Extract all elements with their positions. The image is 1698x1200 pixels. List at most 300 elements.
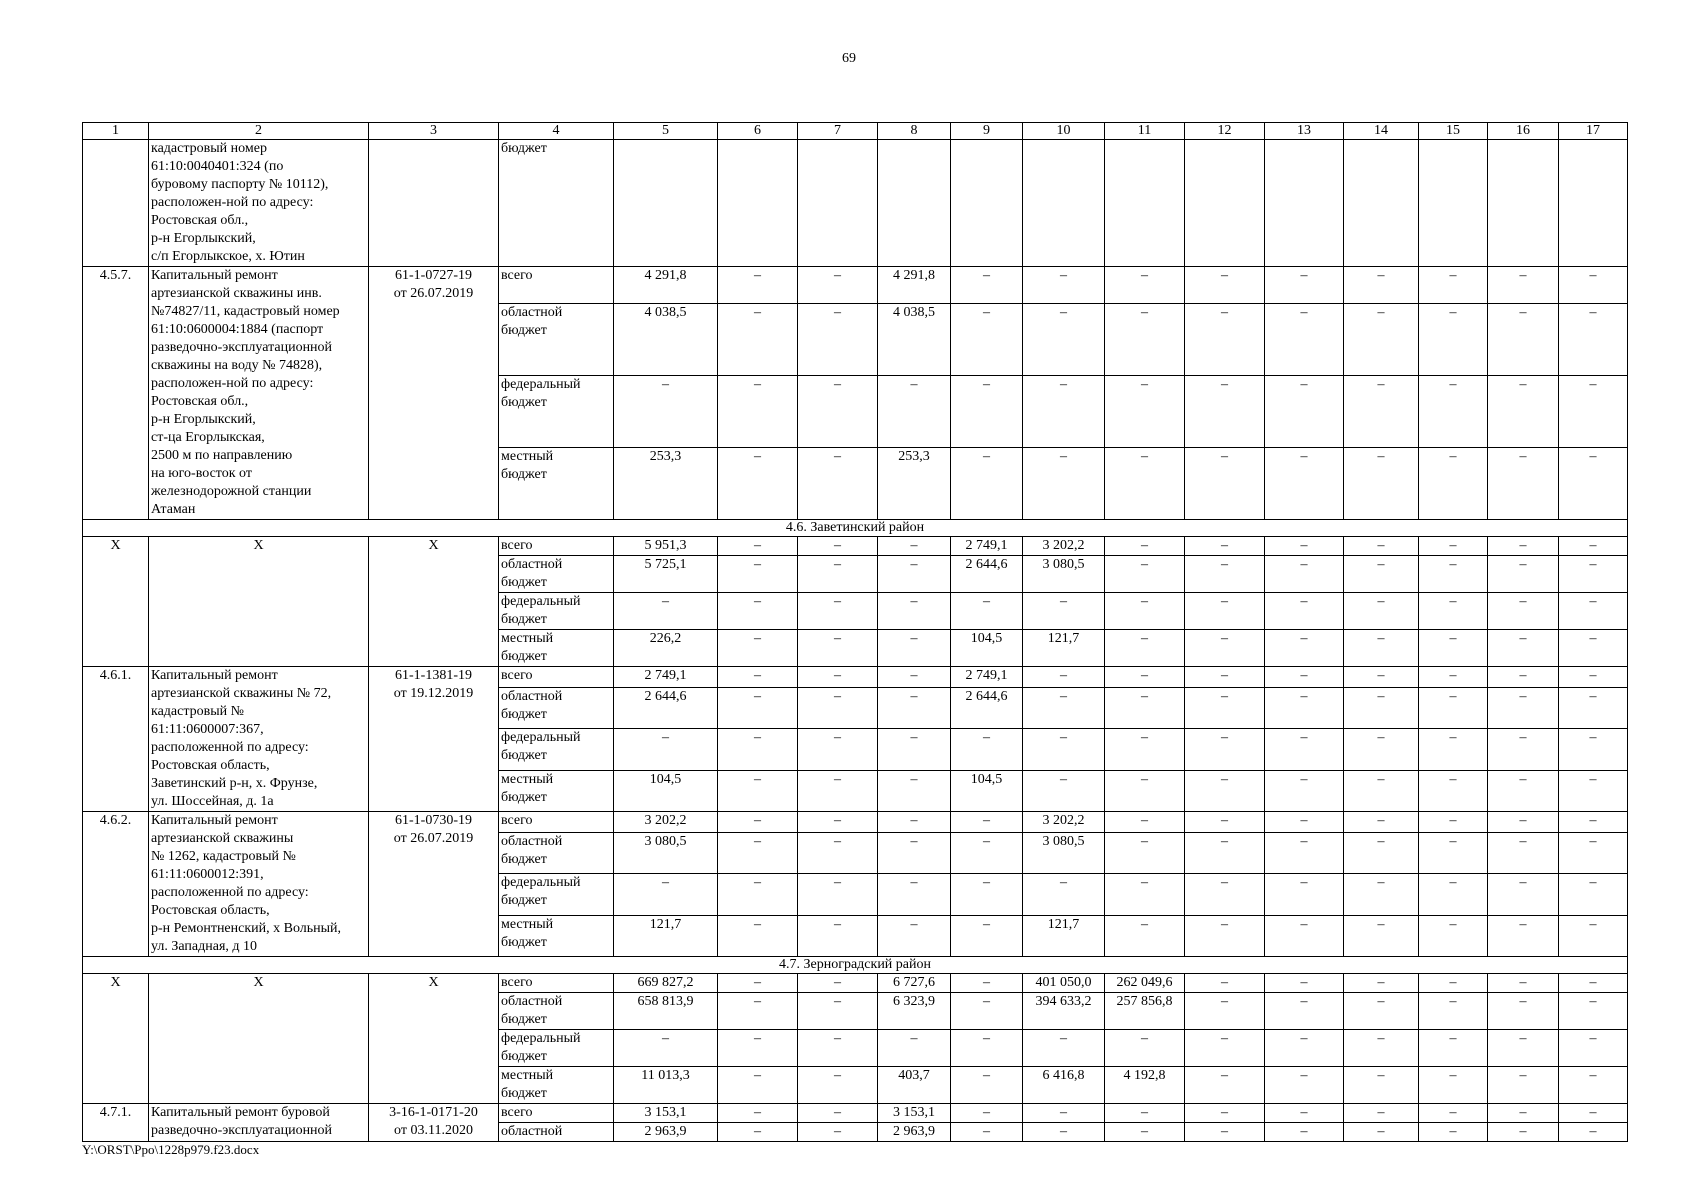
column-number-header: 10 [1023, 123, 1105, 140]
value-cell: – [951, 267, 1023, 304]
value-cell: – [1419, 812, 1488, 833]
value-cell: – [1419, 915, 1488, 956]
value-cell: – [1023, 593, 1105, 630]
table-row [83, 140, 1628, 267]
value-cell: – [1105, 770, 1185, 811]
value-cell: – [951, 447, 1023, 519]
value-cell: – [1419, 833, 1488, 874]
value-cell: – [951, 1104, 1023, 1123]
funding-source-cell: местный бюджет [499, 770, 614, 811]
value-cell: – [1559, 1104, 1628, 1123]
value-cell: – [1265, 667, 1344, 688]
value-cell: – [1344, 688, 1419, 729]
item-number-cell: 4.7.1. [83, 1104, 149, 1142]
value-cell: – [1419, 1123, 1488, 1142]
funding-source-cell: всего [499, 667, 614, 688]
value-cell: – [1265, 874, 1344, 915]
value-cell: – [1185, 667, 1265, 688]
value-cell: – [718, 1030, 798, 1067]
table-row [83, 537, 1628, 556]
value-cell: 4 192,8 [1105, 1067, 1185, 1104]
funding-source-cell: всего [499, 537, 614, 556]
value-cell: – [798, 556, 878, 593]
value-cell: 2 644,6 [614, 688, 718, 729]
value-cell: – [1344, 303, 1419, 375]
section-title: 4.7. Зерноградский район [83, 957, 1628, 974]
value-cell: – [951, 812, 1023, 833]
value-cell: – [1105, 267, 1185, 304]
value-cell: – [1023, 1030, 1105, 1067]
value-cell: – [1265, 688, 1344, 729]
value-cell: – [798, 729, 878, 770]
table-row [83, 812, 1628, 833]
value-cell: – [798, 974, 878, 993]
value-cell: – [1185, 303, 1265, 375]
value-cell: 121,7 [614, 915, 718, 956]
value-cell: 121,7 [1023, 630, 1105, 667]
value-cell: – [1559, 1067, 1628, 1104]
value-cell: 2 963,9 [878, 1123, 951, 1142]
value-cell [798, 140, 878, 267]
value-cell: – [718, 812, 798, 833]
table-row [83, 974, 1628, 993]
value-cell: 2 644,6 [951, 556, 1023, 593]
value-cell: 394 633,2 [1023, 993, 1105, 1030]
value-cell: – [1185, 812, 1265, 833]
value-cell: – [1185, 630, 1265, 667]
value-cell [1344, 140, 1419, 267]
funding-source-cell: всего [499, 267, 614, 304]
value-cell: – [798, 667, 878, 688]
value-cell: – [1344, 447, 1419, 519]
value-cell: – [951, 874, 1023, 915]
value-cell: 104,5 [951, 630, 1023, 667]
document-cell: X [369, 537, 499, 667]
item-number-cell: X [83, 974, 149, 1104]
value-cell: – [1488, 915, 1559, 956]
value-cell: – [1344, 1104, 1419, 1123]
value-cell: – [1488, 667, 1559, 688]
value-cell: – [1559, 729, 1628, 770]
value-cell: – [1265, 630, 1344, 667]
table-row [83, 267, 1628, 304]
value-cell: 3 202,2 [1023, 812, 1105, 833]
document-cell [369, 140, 499, 267]
value-cell: – [878, 770, 951, 811]
value-cell: 121,7 [1023, 915, 1105, 956]
value-cell: – [798, 688, 878, 729]
object-description-cell: Капитальный ремонт артезианской скважины № 72, кадастровый № 61:11:0600007:367, расположенной по адресу: Ростовская область, Заветинский р-н, х. Фрунзе, ул. Шоссейная, д. 1а [149, 667, 369, 812]
value-cell: 5 725,1 [614, 556, 718, 593]
value-cell: – [1559, 770, 1628, 811]
funding-source-cell: федеральный бюджет [499, 1030, 614, 1067]
value-cell: – [1265, 1123, 1344, 1142]
value-cell: – [878, 667, 951, 688]
value-cell: 3 153,1 [614, 1104, 718, 1123]
column-number-header: 17 [1559, 123, 1628, 140]
value-cell: – [1185, 974, 1265, 993]
value-cell: – [798, 375, 878, 447]
value-cell: – [1023, 874, 1105, 915]
value-cell: – [1023, 1104, 1105, 1123]
value-cell: – [1105, 375, 1185, 447]
value-cell: – [1185, 1030, 1265, 1067]
value-cell: – [1559, 915, 1628, 956]
value-cell: – [718, 447, 798, 519]
column-number-header: 3 [369, 123, 499, 140]
value-cell: 11 013,3 [614, 1067, 718, 1104]
value-cell: 104,5 [614, 770, 718, 811]
value-cell: 658 813,9 [614, 993, 718, 1030]
value-cell: – [1265, 1030, 1344, 1067]
value-cell: – [1488, 729, 1559, 770]
column-number-header: 15 [1419, 123, 1488, 140]
value-cell: – [718, 375, 798, 447]
value-cell: – [1344, 874, 1419, 915]
value-cell: – [1265, 537, 1344, 556]
value-cell: – [1265, 267, 1344, 304]
value-cell: – [718, 1123, 798, 1142]
budget-table [82, 122, 1628, 1142]
value-cell: – [1419, 303, 1488, 375]
column-number-header: 5 [614, 123, 718, 140]
value-cell: – [718, 729, 798, 770]
value-cell: 401 050,0 [1023, 974, 1105, 993]
object-description-cell: кадастровый номер 61:10:0040401:324 (по буровому паспорту № 10112), расположен-ной по адресу: Ростовская обл., р-н Егорлыкский, с/п Егорлыкское, х. Ютин [149, 140, 369, 267]
value-cell: – [951, 1123, 1023, 1142]
value-cell: – [878, 688, 951, 729]
value-cell: – [878, 729, 951, 770]
value-cell: 6 727,6 [878, 974, 951, 993]
value-cell: – [878, 915, 951, 956]
document-cell: 3-16-1-0171-20 от 03.11.2020 [369, 1104, 499, 1142]
value-cell: – [798, 267, 878, 304]
funding-source-cell: всего [499, 1104, 614, 1123]
value-cell: – [951, 303, 1023, 375]
value-cell: 253,3 [614, 447, 718, 519]
value-cell: – [718, 537, 798, 556]
value-cell: – [1105, 1104, 1185, 1123]
footer-file-path: Y:\ORST\Ppo\1228p979.f23.docx [82, 1142, 260, 1157]
value-cell: – [1559, 1123, 1628, 1142]
value-cell: – [1559, 267, 1628, 304]
value-cell: – [878, 874, 951, 915]
value-cell: – [1105, 537, 1185, 556]
value-cell: 257 856,8 [1105, 993, 1185, 1030]
value-cell: – [614, 375, 718, 447]
funding-source-cell: федеральный бюджет [499, 729, 614, 770]
value-cell: – [718, 688, 798, 729]
value-cell: – [951, 915, 1023, 956]
value-cell: – [1023, 1123, 1105, 1142]
column-number-header: 11 [1105, 123, 1185, 140]
item-number-cell [83, 140, 149, 267]
value-cell: – [718, 833, 798, 874]
item-number-cell: 4.6.2. [83, 812, 149, 957]
value-cell [718, 140, 798, 267]
value-cell: – [1344, 729, 1419, 770]
value-cell: – [1265, 375, 1344, 447]
value-cell: – [1559, 556, 1628, 593]
value-cell: – [798, 593, 878, 630]
value-cell: – [878, 537, 951, 556]
value-cell: – [1265, 770, 1344, 811]
value-cell: – [1344, 1123, 1419, 1142]
value-cell: – [1419, 974, 1488, 993]
value-cell: – [798, 630, 878, 667]
value-cell: 4 291,8 [878, 267, 951, 304]
funding-source-cell: бюджет [499, 140, 614, 267]
value-cell: – [1023, 688, 1105, 729]
value-cell: – [951, 729, 1023, 770]
document-cell: X [369, 974, 499, 1104]
section-title: 4.6. Заветинский район [83, 520, 1628, 537]
value-cell: – [1419, 375, 1488, 447]
value-cell: – [1488, 447, 1559, 519]
object-description-cell: X [149, 974, 369, 1104]
value-cell: 262 049,6 [1105, 974, 1185, 993]
document-cell: 61-1-0730-19 от 26.07.2019 [369, 812, 499, 957]
value-cell: – [1559, 974, 1628, 993]
value-cell: – [1105, 556, 1185, 593]
value-cell: – [614, 874, 718, 915]
value-cell: – [1265, 812, 1344, 833]
value-cell: – [1265, 1104, 1344, 1123]
column-number-header: 13 [1265, 123, 1344, 140]
value-cell: – [1185, 1104, 1265, 1123]
page-number: 69 [842, 51, 856, 66]
value-cell: – [1344, 537, 1419, 556]
value-cell: – [718, 1104, 798, 1123]
funding-source-cell: областной [499, 1123, 614, 1142]
value-cell: – [614, 1030, 718, 1067]
value-cell: – [1559, 833, 1628, 874]
value-cell: – [1488, 630, 1559, 667]
value-cell: – [614, 593, 718, 630]
value-cell: – [1265, 915, 1344, 956]
funding-source-cell: областной бюджет [499, 993, 614, 1030]
value-cell: – [1559, 993, 1628, 1030]
value-cell: – [951, 593, 1023, 630]
value-cell: – [798, 1123, 878, 1142]
object-description-cell: Капитальный ремонт артезианской скважины № 1262, кадастровый № 61:11:0600012:391, расположенной по адресу: Ростовская область, р-н Ремонтненский, х Вольный, ул. Западная, д 10 [149, 812, 369, 957]
value-cell: – [951, 833, 1023, 874]
value-cell: – [1265, 993, 1344, 1030]
value-cell: – [1488, 688, 1559, 729]
value-cell: – [1559, 874, 1628, 915]
value-cell: – [1105, 833, 1185, 874]
value-cell: – [1185, 993, 1265, 1030]
column-number-header: 6 [718, 123, 798, 140]
funding-source-cell: областной бюджет [499, 556, 614, 593]
value-cell: – [1559, 630, 1628, 667]
value-cell: 6 323,9 [878, 993, 951, 1030]
value-cell: – [951, 1067, 1023, 1104]
value-cell: – [1185, 729, 1265, 770]
value-cell: – [1488, 303, 1559, 375]
value-cell: – [1185, 1123, 1265, 1142]
item-number-cell: 4.5.7. [83, 267, 149, 520]
value-cell: – [1344, 1030, 1419, 1067]
value-cell: – [1185, 1067, 1265, 1104]
funding-source-cell: областной бюджет [499, 688, 614, 729]
value-cell: – [1105, 812, 1185, 833]
value-cell: – [1185, 770, 1265, 811]
value-cell: – [1344, 833, 1419, 874]
value-cell: – [718, 974, 798, 993]
value-cell: – [1344, 667, 1419, 688]
value-cell: – [1023, 667, 1105, 688]
value-cell: – [1185, 874, 1265, 915]
value-cell: – [1559, 812, 1628, 833]
funding-source-cell: федеральный бюджет [499, 593, 614, 630]
value-cell: 403,7 [878, 1067, 951, 1104]
value-cell: – [1419, 667, 1488, 688]
value-cell: – [1488, 833, 1559, 874]
value-cell: 4 038,5 [878, 303, 951, 375]
value-cell: – [1488, 1067, 1559, 1104]
value-cell: – [878, 375, 951, 447]
value-cell: – [1344, 630, 1419, 667]
value-cell: – [1419, 447, 1488, 519]
value-cell: – [1488, 556, 1559, 593]
value-cell: – [1419, 1067, 1488, 1104]
value-cell: – [1023, 447, 1105, 519]
value-cell: – [1488, 874, 1559, 915]
value-cell: – [1559, 667, 1628, 688]
value-cell: – [1344, 375, 1419, 447]
value-cell [1559, 140, 1628, 267]
value-cell: – [1265, 974, 1344, 993]
value-cell: – [1344, 1067, 1419, 1104]
value-cell: – [718, 667, 798, 688]
value-cell: – [1105, 729, 1185, 770]
value-cell: – [1265, 729, 1344, 770]
value-cell: – [951, 993, 1023, 1030]
funding-source-cell: всего [499, 974, 614, 993]
funding-source-cell: местный бюджет [499, 630, 614, 667]
value-cell: – [1105, 874, 1185, 915]
value-cell: – [1419, 630, 1488, 667]
value-cell: – [798, 303, 878, 375]
value-cell: – [1105, 667, 1185, 688]
value-cell: – [1185, 915, 1265, 956]
value-cell: – [1105, 447, 1185, 519]
value-cell: 226,2 [614, 630, 718, 667]
value-cell: – [1265, 303, 1344, 375]
table-row [83, 667, 1628, 688]
value-cell: 3 202,2 [614, 812, 718, 833]
value-cell: – [1185, 375, 1265, 447]
column-number-header: 2 [149, 123, 369, 140]
value-cell: – [1105, 1030, 1185, 1067]
value-cell: – [718, 593, 798, 630]
value-cell: – [1559, 688, 1628, 729]
value-cell: – [1488, 1123, 1559, 1142]
value-cell: 669 827,2 [614, 974, 718, 993]
value-cell: – [878, 556, 951, 593]
funding-source-cell: местный бюджет [499, 1067, 614, 1104]
value-cell [1185, 140, 1265, 267]
value-cell: – [1559, 537, 1628, 556]
value-cell: – [798, 1104, 878, 1123]
section-row [83, 957, 1628, 974]
column-number-header: 14 [1344, 123, 1419, 140]
value-cell: – [798, 993, 878, 1030]
value-cell: – [798, 915, 878, 956]
value-cell: – [798, 770, 878, 811]
funding-source-cell: всего [499, 812, 614, 833]
value-cell: – [1419, 874, 1488, 915]
value-cell [1023, 140, 1105, 267]
value-cell: – [718, 915, 798, 956]
value-cell: – [1488, 375, 1559, 447]
value-cell: – [878, 1030, 951, 1067]
value-cell [951, 140, 1023, 267]
column-number-header: 1 [83, 123, 149, 140]
value-cell: – [1344, 593, 1419, 630]
value-cell: – [1419, 688, 1488, 729]
value-cell: – [951, 1030, 1023, 1067]
value-cell: – [1488, 770, 1559, 811]
value-cell: 3 202,2 [1023, 537, 1105, 556]
value-cell: – [798, 812, 878, 833]
value-cell: 3 080,5 [1023, 833, 1105, 874]
value-cell: – [1488, 537, 1559, 556]
value-cell: 2 963,9 [614, 1123, 718, 1142]
value-cell: – [1265, 833, 1344, 874]
value-cell: 2 749,1 [614, 667, 718, 688]
value-cell: 4 038,5 [614, 303, 718, 375]
value-cell: – [1488, 812, 1559, 833]
funding-source-cell: областной бюджет [499, 833, 614, 874]
value-cell: – [951, 974, 1023, 993]
value-cell: – [718, 303, 798, 375]
value-cell: 6 416,8 [1023, 1067, 1105, 1104]
value-cell: – [798, 1030, 878, 1067]
value-cell: – [798, 447, 878, 519]
object-description-cell: X [149, 537, 369, 667]
value-cell: – [1185, 537, 1265, 556]
value-cell: – [1105, 688, 1185, 729]
value-cell [1105, 140, 1185, 267]
value-cell: – [1105, 630, 1185, 667]
value-cell: – [1344, 915, 1419, 956]
value-cell: – [1185, 556, 1265, 593]
value-cell: – [1559, 375, 1628, 447]
value-cell: 3 080,5 [1023, 556, 1105, 593]
value-cell: – [1185, 593, 1265, 630]
value-cell: – [1105, 1123, 1185, 1142]
value-cell: – [1559, 303, 1628, 375]
value-cell: – [718, 874, 798, 915]
value-cell: – [951, 375, 1023, 447]
value-cell: 104,5 [951, 770, 1023, 811]
value-cell: – [1023, 303, 1105, 375]
value-cell: – [1488, 593, 1559, 630]
column-number-header: 16 [1488, 123, 1559, 140]
value-cell: – [1559, 593, 1628, 630]
value-cell: – [1344, 993, 1419, 1030]
table-row [83, 1104, 1628, 1123]
value-cell: – [1419, 1030, 1488, 1067]
value-cell: – [718, 993, 798, 1030]
value-cell: – [1023, 375, 1105, 447]
funding-source-cell: областной бюджет [499, 303, 614, 375]
value-cell: – [614, 729, 718, 770]
value-cell: 3 153,1 [878, 1104, 951, 1123]
value-cell: – [1419, 267, 1488, 304]
